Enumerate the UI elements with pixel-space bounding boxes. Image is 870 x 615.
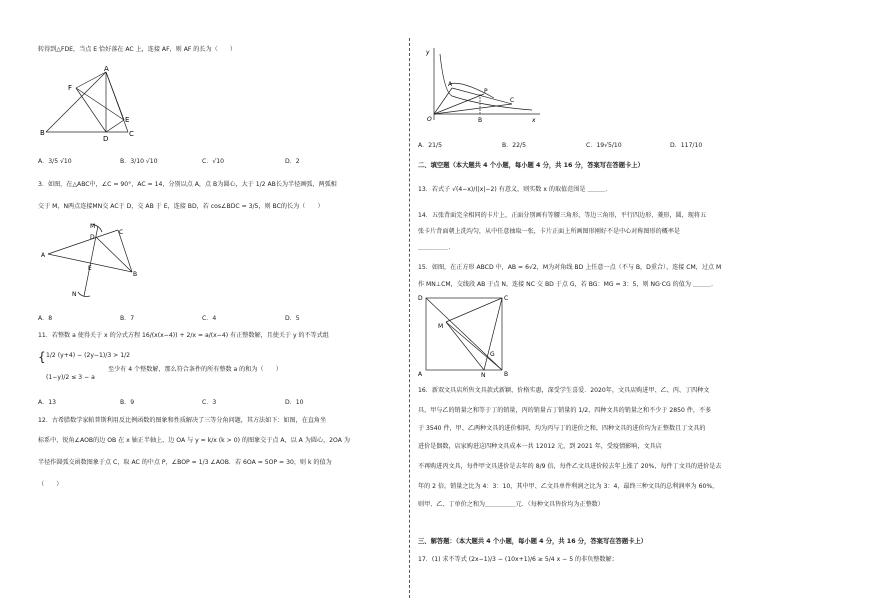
q3-line2: 交于 M，N两点连接MN交 AC于 D，交 AB 于 E，连接 BD，若 cos∠BDC = 3/5，则 BC的长为（ ） xyxy=(38,203,324,210)
q14-line3: ＿＿＿＿＿． xyxy=(418,244,455,251)
q12-line3: 半径作圆弧交函数图象于点 C，取 AC 的中点 P，∠BOP = 1/3 ∠AOB．若 6OA = 5OP = 30，则 k 的值为 xyxy=(38,459,332,466)
q11-option-c: C．3 xyxy=(202,399,217,406)
fig2-label-d: D xyxy=(90,234,95,241)
q16-line6: 年的 2 倍，销量之比为 4：3：10，其中甲、乙文具单件利润之比为 3：4，最终三种文具的总利润率为 60%， xyxy=(418,483,719,490)
option-c: C．√10 xyxy=(202,158,224,165)
fig4-label-g: G xyxy=(490,351,495,358)
q15-line1: 15．如图，在正方形 ABCD 中，AB = 6√2，M为对角线 BD 上任意一点（不与 B，D重合），连接 CM，过点 M xyxy=(418,264,722,271)
q11-line1: 11．若整数 a 使得关于 x 的分式方程 16/(x(x−4)) + 2/x = a/(x−4) 有正整数解，且使关于 y 的不等式组 xyxy=(38,332,329,339)
fig2-label-c: C xyxy=(119,229,124,236)
q13: 13．若式子 √(4−x)/(|x|−2) 有意义，则实数 x 的取值范围是 ＿＿＿． xyxy=(418,186,612,193)
fig4-label-b: B xyxy=(504,371,509,378)
q17: 17．(1) 求不等式 (2x−1)/3 − (10x+1)/6 ≥ 5/4 x − 5 的非负整数解； xyxy=(418,556,618,563)
left-column xyxy=(0,0,410,615)
q16-line1: 16．新双文具店所售文具款式新颖、价格实惠，深受学生喜爱．2020年，文具店购进甲、乙、丙、丁四种文 xyxy=(418,387,710,394)
q16-line2: 具，甲与乙的销量之和等于丁的销量，丙的销量占丁销量的 1/2，四种文具的销量之和不少于 2850 件，不多 xyxy=(418,407,712,414)
fig3-label-p: P xyxy=(484,88,488,95)
q11-line2: 至少有 4 个整数解，那么符合条件的所有整数 a 的和为（ ） xyxy=(108,366,282,373)
q12-option-a: A．21/5 xyxy=(418,142,442,149)
q3-line1: 3．如图，在△ABC中，∠C = 90°，AC = 14，分别以点 A，点 B为圆心，大于 1/2 AB长为半径画弧，两弧相 xyxy=(38,181,337,188)
fig3-label-y: y xyxy=(426,49,430,56)
q3-option-c: C．4 xyxy=(202,315,217,322)
fig2-label-m: M xyxy=(90,223,96,230)
fig4-label-m: M xyxy=(438,323,444,330)
section-2-heading: 二、填空题（本大题共 4 个小题，每小题 4 分，共 16 分，答案写在答题卡上） xyxy=(418,162,644,169)
fig2-label-e: E xyxy=(88,265,92,272)
fig1-label-d: D xyxy=(103,135,109,143)
hyperbola-figure xyxy=(422,44,542,126)
fig3-label-x: x xyxy=(532,117,536,124)
q16-line4: 进价是偶数，店家购进这四种文具成本一共 12012 元，到 2021 年，受疫情影响，文具店 xyxy=(418,443,662,450)
q3-option-d: D．5 xyxy=(285,315,300,322)
fig4-label-d: D xyxy=(418,295,423,302)
q12-option-b: B．22/5 xyxy=(502,142,526,149)
q11-system-2: (1−y)/2 ≤ 3 − a xyxy=(46,374,95,381)
fig2-label-n: N xyxy=(72,291,77,298)
q11-option-d: D．10 xyxy=(285,399,304,406)
fig4-label-c: C xyxy=(504,295,509,302)
q16-line7: 则甲、乙、丁单价之和为＿＿＿＿＿元．（每种文具售价均为正整数） xyxy=(418,501,604,508)
q15-line2: 作 MN⊥CM，交线段 AB 于点 N，连接 NC 交 BD 于点 G，若 BG：MG = 3：5，则 NG·CG 的值为 ＿＿＿． xyxy=(418,281,718,288)
option-d: D．2 xyxy=(285,158,300,165)
q16-line3: 于 3540 件，甲、乙两种文具的进价相同，均为丙与丁的进价之和，四种文具的进价均为正整数且丁文具的 xyxy=(418,425,706,432)
fig2-label-b: B xyxy=(133,271,138,278)
fig4-label-n: N xyxy=(481,372,486,378)
fig3-label-o: O xyxy=(427,116,432,123)
section-3-heading: 三、解答题：（本大题共 4 个小题，每小题 4 分，共 16 分，答案写在答题卡上） xyxy=(418,538,648,545)
q12-line4: （ ） xyxy=(38,481,63,488)
q3-option-a: A．8 xyxy=(38,315,53,322)
fig1-label-b: B xyxy=(40,129,45,137)
fig3-label-c: C xyxy=(510,97,515,104)
q16-line5: 不再购进丙文具，每件甲文具进价是去年的 8/9 倍，每件乙文具进价较去年上涨了 20%，每件丁文具的进价是去 xyxy=(418,463,722,470)
fig4-label-a: A xyxy=(418,371,423,378)
fig3-label-b: B xyxy=(478,117,483,124)
q12-line1: 12．古希腊数学家帕普斯利用反比例函数的图象和性质解决了三等分角问题，其方法如下：如图，在直角坐 xyxy=(38,417,327,424)
fig1-label-c: C xyxy=(129,130,134,138)
fig1-label-a: A xyxy=(104,66,109,73)
q14-line2: 张卡片背面朝上洗均匀，从中任意抽取一张，卡片正面上所画图形刚好不是中心对称图形的概率是 xyxy=(418,228,681,235)
square-figure xyxy=(416,292,516,378)
q12-option-c: C．19√5/10 xyxy=(586,142,622,149)
fig2-label-a: A xyxy=(41,252,46,259)
fig1-label-e: E xyxy=(125,116,130,124)
triangle-figure-1 xyxy=(40,66,140,146)
q12-line2: 标系中，锐角∠AOB的边 OB 在 x 轴正半轴上，边 OA 与 y = k/x (k > 0) 的图象交于点 A，以 A 为圆心，2OA 为 xyxy=(38,437,350,444)
triangle-figure-2 xyxy=(40,220,150,300)
option-b: B．3/10 √10 xyxy=(120,158,158,165)
right-column xyxy=(412,0,870,615)
q12-option-d: D．117/10 xyxy=(670,142,703,149)
q11-system-1: 1/2 (y+4) − (2y−1)/3 > 1/2 xyxy=(46,352,131,359)
fig1-label-f: F xyxy=(68,84,73,92)
q3-option-b: B．7 xyxy=(120,315,135,322)
q14-line1: 14．五张背面完全相同的卡片上，正面分别画有等腰三角形，等边三角形，平行四边形，菱形，圆，现将五 xyxy=(418,212,707,219)
q11-option-b: B．9 xyxy=(120,399,135,406)
question-top-line: 转得到△FDE，当点 E 恰好落在 AC 上，连接 AF，则 AF 的长为（ ） xyxy=(38,46,236,53)
option-a: A．3/5 √10 xyxy=(38,158,72,165)
fig3-label-a: A xyxy=(448,81,453,88)
q11-brace: { xyxy=(38,350,46,364)
q11-option-a: A．13 xyxy=(38,399,57,406)
